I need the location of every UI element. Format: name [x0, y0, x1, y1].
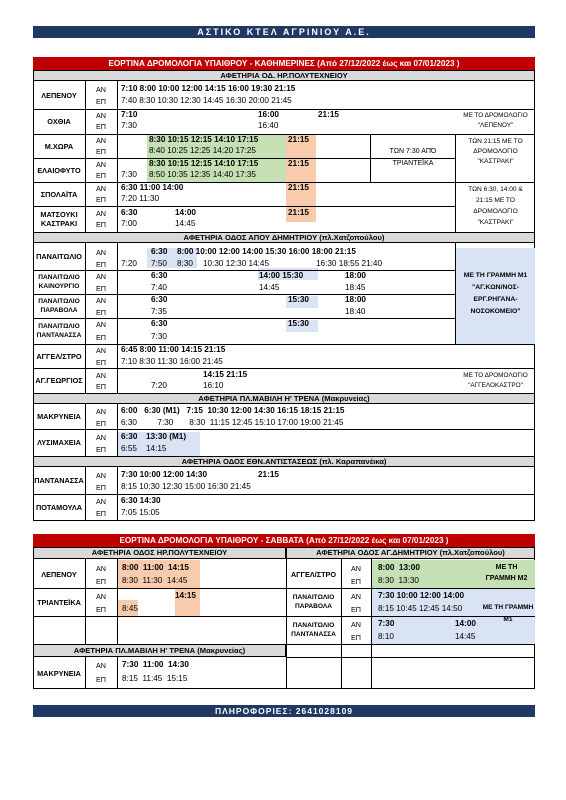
ep-label: ΕΠ: [96, 333, 106, 342]
times-ep: 18:40: [345, 307, 366, 316]
times-ep: 16:10: [203, 381, 224, 390]
times-ep: 8:30 13:30: [378, 576, 419, 585]
m1-note: [456, 270, 535, 318]
times-an: 8:30 10:15 12:15 14:10 17:15: [149, 159, 259, 168]
note-line: ΔΡΟΜΟΛΟΓΙΟ: [473, 208, 518, 215]
section-header-dimitriou: ΑΦΕΤΗΡΙΑ ΟΔΟΣ ΑΠΟΥ ΔΗΜΗΤΡΙΟΥ (πλ.Χατζοπούλου): [33, 232, 535, 243]
route-name-line: ΠΑΝΑΙΤΩΛΙΟ: [292, 594, 335, 601]
saturday-heading: ΕΟΡΤΙΝΑ ΔΡΟΜΟΛΟΓΙΑ ΥΠΑΙΘΡΟΥ - ΣΑΒΒΑΤΑ (Από 27/12/2022 έως και 07/01/2023 ): [33, 534, 535, 547]
an-label: ΑΝ: [96, 433, 106, 442]
route-name-line: ΚΑΣΤΡΑΚΙ: [40, 219, 78, 228]
times-an: 6:30: [151, 295, 168, 304]
times-an: 14:15: [175, 591, 196, 600]
ochthia-note: [456, 111, 535, 131]
section-header-polytechneiou: ΑΦΕΤΗΡΙΑ ΟΔ. ΗΡ.ΠΟΛΥΤΕΧΝΕΙΟΥ: [33, 70, 535, 81]
an-label: ΑΝ: [96, 296, 106, 305]
times-an: 6:30: [151, 271, 168, 280]
note-line: ΕΡΓ.ΡΗΓΑΝΑ-: [473, 296, 518, 303]
grid-hline: [33, 616, 535, 617]
an-label: ΑΝ: [351, 564, 361, 573]
route-name-lepenou: ΛΕΠΕΝΟΥ: [41, 90, 77, 100]
an-label: ΑΝ: [96, 564, 106, 573]
times-ep: 8:10: [378, 632, 394, 641]
sat-route-name-lepenou: ΛΕΠΕΝΟΥ: [41, 569, 77, 579]
route-name-line: ΠΑΝΑΙΤΩΛΙΟ: [292, 622, 335, 629]
an-label: ΑΝ: [96, 209, 106, 218]
grid-vline: [117, 81, 118, 521]
times-an: 6:30: [151, 247, 168, 256]
an-label: ΑΝ: [96, 346, 106, 355]
ep-label: ΕΠ: [96, 260, 106, 269]
an-label: ΑΝ: [96, 248, 106, 257]
note-line: ΤΩΝ 6:30, 14:00 &: [468, 186, 523, 193]
times-an: 21:15: [288, 135, 309, 144]
route-name-pantanassa: ΠΑΝΤΑΝΑΣΣΑ: [34, 476, 84, 485]
section-header-ethn-antistaseos: ΑΦΕΤΗΡΙΑ ΟΔΟΣ ΕΘΝ.ΑΝΤΙΣΤΑΣΕΩΣ (πλ. Καραπανέικα): [33, 456, 535, 467]
times-an: 14:00: [175, 208, 196, 217]
route-name-line: ΠΑΝΑΙΤΩΛΙΟ: [38, 323, 80, 330]
times-an: 13:30 (Μ1): [146, 432, 187, 441]
ep-label: ΕΠ: [96, 483, 106, 492]
times-ep: 8:15 10:45 12:45 14:50: [378, 604, 463, 613]
an-label: ΑΝ: [96, 592, 106, 601]
route-name-line: ΠΑΝΤΑΝΑΣΣΑ: [291, 631, 336, 638]
note-line: "ΚΑΣΤΡΑΚΙ": [477, 158, 514, 165]
times-an: 21:15: [258, 470, 279, 479]
info-banner: ΠΛΗΡΟΦΟΡΙΕΣ: 2641028109: [33, 705, 535, 717]
times-an: 7:30: [378, 619, 395, 628]
times-ep: 8:30: [177, 259, 193, 268]
grid-hline: [33, 494, 535, 495]
grid-hline: [33, 344, 535, 345]
note-line: "ΛΕΠΕΝΟΥ": [477, 122, 514, 129]
route-name-makryneia: ΜΑΚΡΥΝΕΙΑ: [37, 412, 81, 421]
section-header-mavili: ΑΦΕΤΗΡΙΑ ΠΛ.ΜΑΒΙΛΗ Η' ΤΡΕΝΑ (Μακρυνείας): [33, 393, 535, 404]
ep-label: ΕΠ: [351, 633, 361, 642]
times-an: 18:00: [345, 295, 366, 304]
times-ep: 7:40: [151, 283, 167, 292]
note-line: ΜΕ ΤΟ ΔΡΟΜΟΛΟΓΙΟ: [463, 372, 528, 379]
times-ep: 14:45: [175, 219, 196, 228]
ep-label: ΕΠ: [96, 382, 106, 391]
times-ep: 7:30: [121, 121, 137, 130]
times-ep: 8:45: [122, 604, 138, 613]
times-an: 6:30 14:30: [121, 496, 161, 505]
grid-hline: [33, 109, 535, 110]
times-an: 21:15: [288, 159, 309, 168]
an-label: ΑΝ: [96, 661, 106, 670]
ep-label: ΕΠ: [96, 358, 106, 367]
grid-hline: [33, 206, 455, 207]
times-ep: 14:45: [455, 632, 476, 641]
ep-label: ΕΠ: [96, 195, 106, 204]
sat-route-name-paravola: [286, 588, 341, 616]
ep-label: ΕΠ: [96, 284, 106, 293]
times-an: 8:30 10:15 12:15 14:10 17:15: [149, 135, 259, 144]
times-ep: 10:30 12:30 14:45: [203, 259, 270, 268]
ep-label: ΕΠ: [96, 147, 106, 156]
grid-hline: [33, 368, 535, 369]
route-name-matsouki-kastraki: [33, 206, 85, 232]
route-name-line: ΠΑΝΑΙΤΩΛΙΟ: [38, 298, 80, 305]
times-an: 18:00: [345, 271, 366, 280]
times-an: 6:30: [151, 319, 168, 328]
sat-route-name-pantanassa: [286, 616, 341, 644]
an-label: ΑΝ: [96, 136, 106, 145]
times-an: 15:30: [288, 295, 309, 304]
route-name-panaitolio: ΠΑΝΑΙΤΩΛΙΟ: [36, 252, 82, 261]
ep-label: ΕΠ: [96, 675, 106, 684]
grid-hline: [33, 429, 535, 430]
note-line: "ΑΓΓΕΛΟΚΑΣΤΡΟ": [468, 382, 523, 389]
grid-hline: [33, 270, 455, 271]
times-ep: 7:40 8:30 10:30 12:30 14:45 16:30 20:00 21:45: [121, 96, 292, 105]
route-name-line: ΜΑΤΣΟΥΚΙ: [40, 210, 78, 219]
sat-route-name-makryneia: ΜΑΚΡΥΝΕΙΑ: [37, 668, 81, 678]
ep-label: ΕΠ: [96, 308, 106, 317]
times-an: 7:10: [121, 110, 138, 119]
times-an: 14:00: [455, 619, 476, 628]
note-line: ΤΩΝ 21:15 ΜΕ ΤΟ: [468, 138, 523, 145]
title-banner: ΑΣΤΙΚΟ ΚΤΕΛ ΑΓΡΙΝΙΟΥ Α.Ε.: [33, 26, 535, 38]
ep-label: ΕΠ: [351, 577, 361, 586]
times-ep: 7:20 11:30: [121, 194, 160, 203]
trianteika-note: [371, 146, 455, 170]
times-an: 8:00 13:00: [378, 563, 420, 572]
m2-note: [478, 562, 535, 584]
route-name-ochthia: ΟΧΘΙΑ: [47, 117, 71, 126]
an-label: ΑΝ: [96, 320, 106, 329]
weekday-heading: ΕΟΡΤΙΝΑ ΔΡΟΜΟΛΟΓΙΑ ΥΠΑΙΘΡΟΥ - ΚΑΘΗΜΕΡΙΝΕΣ (Από 27/12/2022 έως και 07/01/2023 ): [33, 57, 535, 70]
times-an: 7:10 8:00 10:00 12:00 14:15 16:00 19:30 21:15: [121, 84, 296, 93]
ep-label: ΕΠ: [96, 97, 106, 106]
route-name-elaiofyto: ΕΛΑΙΟΦΥΤΟ: [37, 165, 81, 175]
times-ep: 6:30 7:30 8:30 11:15 12:45 15:10 17:00 19:00 21:45: [121, 418, 344, 427]
note-line: ΔΡΟΜΟΛΟΓΙΟ: [473, 148, 518, 155]
route-name-mchora: Μ.ΧΩΡΑ: [44, 141, 74, 151]
times-ep: 8:15 10:30 12:30 15:00 16:30 21:45: [121, 482, 251, 491]
times-an: 6:45 8:00 11:00 14:15 21:15: [121, 345, 226, 354]
an-label: ΑΝ: [96, 184, 106, 193]
note-line: ΜΕ ΤΟ ΔΡΟΜΟΛΟΓΙΟ: [463, 112, 528, 119]
an-label: ΑΝ: [96, 272, 106, 281]
times-ep: 7:20: [151, 381, 167, 390]
times-an: 21:15: [288, 183, 309, 192]
ep-label: ΕΠ: [96, 419, 106, 428]
times-an: 6:30 11:00 14:00: [121, 183, 184, 192]
times-an: 7:30 10:00 12:00 14:30: [121, 470, 208, 479]
route-name-lysimacheia: ΛΥΣΙΜΑΧΕΙΑ: [37, 438, 81, 447]
an-label: ΑΝ: [96, 497, 106, 506]
times-an: 8:00 10:00 12:00 14:00 15:30 16:00 18:00 21:15: [177, 247, 356, 256]
grid-vline: [371, 559, 372, 689]
times-ep: 16:40: [258, 121, 279, 130]
ep-label: ΕΠ: [96, 171, 106, 180]
ep-label: ΕΠ: [96, 605, 106, 614]
times-ep: 14:45: [259, 283, 280, 292]
times-ep: 7:05 15:05: [121, 508, 160, 517]
an-label: ΑΝ: [351, 620, 361, 629]
times-ep: 7:00: [121, 219, 137, 228]
times-an: 7:30 11:00 14:30: [122, 660, 189, 669]
times-ep: 7:10 8:30 11:30 16:00 21:45: [121, 357, 223, 366]
times-an: 6:00 6:30 (Μ1) 7:15 10:30 12:00 14:30 16:15 18:15 21:15: [121, 406, 345, 415]
times-ep: 6:55: [121, 444, 137, 453]
times-ep: 7:30: [121, 170, 137, 179]
times-an: 8:00 11:00 14:15: [122, 563, 189, 572]
times-ep: 16:30 18:55 21:40: [316, 259, 383, 268]
times-an: 21:15: [288, 208, 309, 217]
route-name-aggeorgios: ΑΓ.ΓΕΩΡΓΙΟΣ: [35, 376, 83, 385]
kastraki-note-2: [456, 184, 535, 228]
note-line: ΤΩΝ 7:30 ΑΠΌ: [389, 148, 437, 155]
times-ep: 8:50 10:35 12:35 14:40 17:35: [149, 170, 256, 179]
route-name-line: ΠΑΝΤΑΝΑΣΣΑ: [36, 332, 82, 339]
note-line: ΜΕ ΤΗ: [495, 564, 518, 571]
times-an: 14:00 15:30: [259, 271, 304, 280]
grid-vline: [117, 559, 118, 689]
grid-hline: [33, 294, 455, 295]
route-name-line: ΚΑΙΝΟΥΡΓΙΟ: [38, 283, 80, 290]
times-ep: 7:50: [151, 259, 167, 268]
sat-route-name-angelostro: ΑΓΓΕΛ/ΣΤΡΟ: [290, 569, 337, 579]
sat-left-header: ΑΦΕΤΗΡΙΑ ΟΔΟΣ ΗΡ.ΠΟΛΥΤΕΧΝΕΙΟΥ: [33, 547, 286, 559]
note-line: 21:15 ΜΕ ΤΟ: [476, 197, 515, 204]
an-label: ΑΝ: [96, 407, 106, 416]
times-ep: 14:15: [146, 444, 167, 453]
ep-label: ΕΠ: [96, 509, 106, 518]
note-line: ΜΕ ΤΗ ΓΡΑΜΜΗ Μ1: [463, 272, 528, 279]
an-label: ΑΝ: [96, 85, 106, 94]
note-line: ΤΡΙΑΝΤΕΪΚΑ: [392, 160, 434, 167]
an-label: ΑΝ: [351, 592, 361, 601]
route-name-angelokastro: ΑΓΓΕΛ/ΣΤΡΟ: [36, 351, 82, 361]
aggeorgios-note: [456, 371, 535, 391]
an-label: ΑΝ: [96, 111, 106, 120]
times-ep: 7:30: [151, 332, 167, 341]
kastraki-note-1: [456, 137, 535, 167]
an-label: ΑΝ: [96, 471, 106, 480]
note-line: ΓΡΑΜΜΗ Μ2: [485, 575, 528, 582]
note-line: "ΚΑΣΤΡΑΚΙ": [477, 219, 514, 226]
route-name-line: ΠΑΝΑΙΤΩΛΙΟ: [38, 274, 80, 281]
ep-label: ΕΠ: [96, 122, 106, 131]
route-name-spolaita: ΣΠΟΛΑΪΤΑ: [40, 189, 78, 199]
route-name-panaitolio-pantanassa: [33, 318, 85, 344]
times-an: 7:30 10:00 12:00 14:00: [378, 591, 465, 600]
times-an: 16:00: [258, 110, 279, 119]
ep-label: ΕΠ: [351, 605, 361, 614]
times-ep: 8:30 11:30 14:45: [122, 576, 188, 585]
sat-route-name-trianteika: ΤΡΙΑΝΤΕΪΚΑ: [37, 597, 81, 607]
times-an: 6:30: [121, 432, 138, 441]
note-line: "ΑΓ.ΚΩΝ/ΝΟΣ-: [471, 284, 520, 291]
grid-hline: [286, 657, 535, 658]
times-ep: 8:15 11:45 15:15: [122, 674, 188, 683]
route-name-potamoula: ΠΟΤΑΜΟΥΛΑ: [35, 503, 83, 512]
times-an: 6:30: [121, 208, 138, 217]
an-label: ΑΝ: [96, 160, 106, 169]
route-name-line: ΠΑΡΑΒΟΛΑ: [40, 307, 78, 314]
grid-hline: [33, 588, 535, 589]
times-ep: 8:40 10:25 12:25 14:20 17:25: [149, 146, 256, 155]
times-an: 21:15: [318, 110, 339, 119]
ep-label: ΕΠ: [96, 445, 106, 454]
an-label: ΑΝ: [96, 371, 106, 380]
grid-hline: [33, 182, 535, 183]
sat-bottom-header: ΑΦΕΤΗΡΙΑ ΠΛ.ΜΑΒΙΛΗ Η' ΤΡΕΝΑ (Μακρυνείας): [33, 644, 286, 657]
ep-label: ΕΠ: [96, 577, 106, 586]
times-ep: 7:20: [121, 259, 137, 268]
times-ep: 7:35: [151, 307, 167, 316]
route-name-line: ΠΑΡΑΒΟΛΑ: [294, 603, 333, 610]
times-an: 14:15 21:15: [203, 370, 248, 379]
note-line: ΝΟΣΟΚΟΜΕΙΟ": [470, 308, 521, 315]
grid-hline: [33, 318, 455, 319]
grid-hline: [33, 134, 535, 135]
times-an: 15:30: [288, 319, 309, 328]
times-ep: 18:45: [345, 283, 366, 292]
route-name-panaitolio-kainourgio: [33, 270, 85, 294]
m1-note-sat: ΜΕ ΤΗ ΓΡΑΜΜΗ Μ1: [482, 604, 534, 623]
route-name-panaitolio-paravola: [33, 294, 85, 318]
sat-right-header: ΑΦΕΤΗΡΙΑ ΟΔΟΣ ΑΓ.ΔΗΜΗΤΡΙΟΥ (πλ.Χατζοπούλου): [286, 547, 535, 559]
ep-label: ΕΠ: [96, 220, 106, 229]
